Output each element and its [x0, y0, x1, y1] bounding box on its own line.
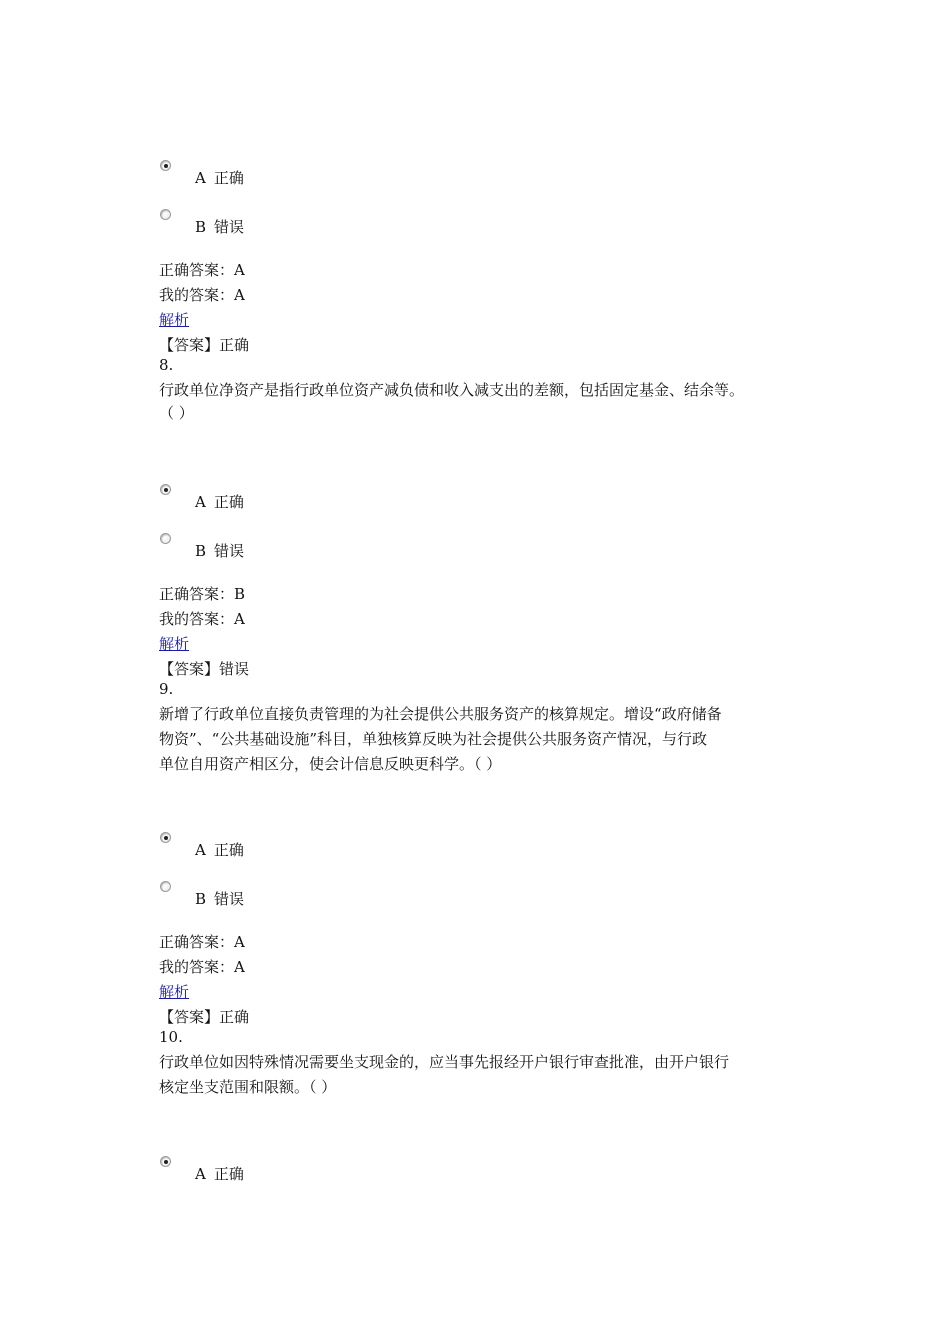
question-number: 8. [159, 356, 174, 374]
option-b-row[interactable] [159, 209, 809, 258]
radio-checked-icon[interactable] [160, 1156, 171, 1167]
question-text-line: 物资”、“公共基础设施”科目，单独核算反映为社会提供公共服务资产情况，与行政 [159, 730, 708, 748]
radio-unchecked-icon[interactable] [160, 533, 171, 544]
question-number: 10. [159, 1028, 183, 1046]
question-block-8 [159, 353, 809, 423]
radio-checked-icon[interactable] [160, 484, 171, 495]
option-a-label: A 正确 [195, 169, 244, 187]
question-block-9 [159, 677, 809, 777]
option-b-label: B 错误 [195, 890, 245, 908]
radio-checked-icon[interactable] [160, 160, 171, 171]
correct-answer: 正确答案：A [159, 933, 245, 951]
radio-unchecked-icon[interactable] [160, 209, 171, 220]
option-a-row[interactable] [159, 832, 809, 881]
correct-answer: 正确答案：B [159, 585, 246, 603]
my-answer: 我的答案：A [159, 958, 245, 976]
option-b-label: B 错误 [195, 542, 245, 560]
radio-checked-icon[interactable] [160, 832, 171, 843]
analysis-link[interactable]: 解析 [159, 311, 190, 329]
question-block-10 [159, 1025, 809, 1100]
option-a-label: A 正确 [195, 841, 244, 859]
correct-answer: 正确答案：A [159, 261, 245, 279]
answer-note: 【答案】正确 [159, 336, 250, 354]
my-answer: 我的答案：A [159, 286, 245, 304]
question-text-line: 单位自用资产相区分，使会计信息反映更科学。（ ） [159, 755, 502, 773]
question-text-line: 行政单位如因特殊情况需要坐支现金的，应当事先报经开户银行审查批准，由开户银行 [159, 1053, 730, 1071]
question-10-options [159, 1156, 809, 1205]
question-text-line: 行政单位净资产是指行政单位资产减负债和收入减支出的差额，包括固定基金、结余等。 [159, 381, 745, 399]
my-answer: 我的答案：A [159, 610, 245, 628]
option-a-row[interactable] [159, 160, 809, 209]
option-b-row[interactable] [159, 881, 809, 930]
option-a-row[interactable] [159, 484, 809, 533]
answer-note: 【答案】错误 [159, 660, 250, 678]
option-a-row[interactable] [159, 1156, 809, 1205]
option-b-label: B 错误 [195, 218, 245, 236]
analysis-link[interactable]: 解析 [159, 635, 190, 653]
question-8-options [159, 484, 809, 682]
option-a-label: A 正确 [195, 493, 244, 511]
question-9-options [159, 832, 809, 1030]
question-text-line: （ ） [159, 404, 194, 422]
option-b-row[interactable] [159, 533, 809, 582]
question-text-line: 核定坐支范围和限额。（ ） [159, 1078, 337, 1096]
radio-unchecked-icon[interactable] [160, 881, 171, 892]
question-text-line: 新增了行政单位直接负责管理的为社会提供公共服务资产的核算规定。增设“政府储备 [159, 705, 722, 723]
question-block-7 [159, 160, 809, 358]
option-a-label: A 正确 [195, 1165, 244, 1183]
question-number: 9. [159, 680, 174, 698]
analysis-link[interactable]: 解析 [159, 983, 190, 1001]
answer-note: 【答案】正确 [159, 1008, 250, 1026]
